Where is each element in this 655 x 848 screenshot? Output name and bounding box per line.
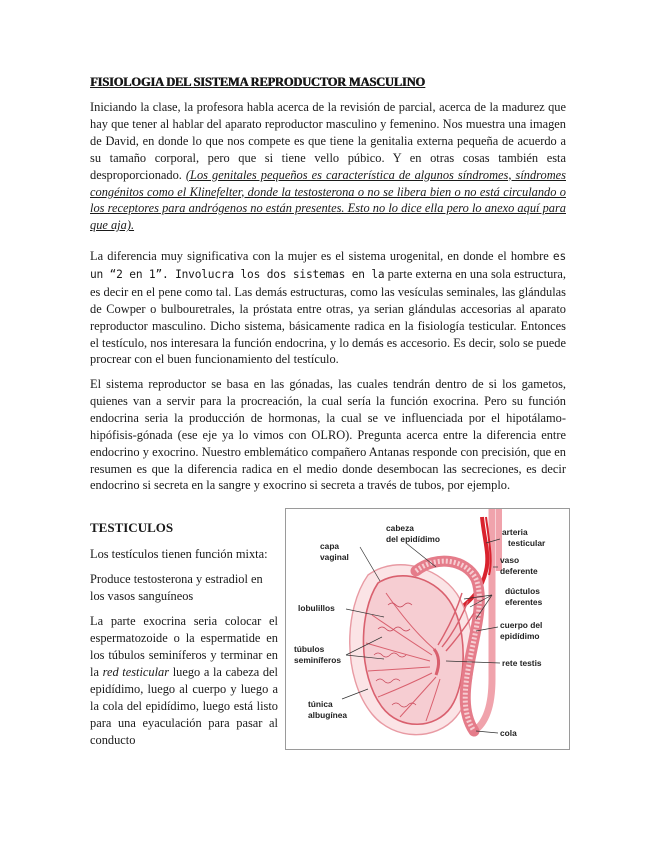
- label-cabeza-1: cabeza: [386, 523, 414, 533]
- label-tunica-1: túnica: [308, 699, 333, 709]
- paragraph-urogenital-text-b: parte externa en una sola estructura, es decir en el pene como tal. Las demás estructuras, como las vesículas seminales, las glándulas de Cowper o bulbouretrales, la próstata entre otras, ya serian glándulas accesorias al aparato reproductor masculino. Dicho sistema, básicamente radica en la fisiología testicular. Entonces el testículo, nos interesara la función endocrina, y lo demás es accesorio. Es decir, solo se puede procrear con el buen funcionamiento del testículo.: [90, 266, 566, 367]
- testis-diagram: [286, 509, 569, 749]
- label-cabeza-2: del epidídimo: [386, 534, 440, 544]
- testis-hormones: Produce testosterona y estradiol en los vasos sanguíneos: [90, 572, 263, 603]
- label-ductulos-2: eferentes: [505, 597, 543, 607]
- label-cuerpo-2: epidídimo: [500, 631, 540, 641]
- testis-exocrine: [90, 613, 278, 749]
- label-cuerpo-1: cuerpo del: [500, 620, 543, 630]
- document-title: FISIOLOGIA DEL SISTEMA REPRODUCTOR MASCULINO: [90, 75, 425, 89]
- label-lobulillos: lobulillos: [298, 603, 335, 613]
- paragraph-urogenital-text-a: La diferencia muy significativa con la mujer es el sistema urogenital, en donde el hombre: [90, 249, 553, 263]
- label-capa-2: vaginal: [320, 552, 349, 562]
- label-ductulos-1: dúctulos: [505, 586, 540, 596]
- testis-exocrine-text-a: La parte exocrina seria colocar el espermatozoide o la espermatide en los túbulos seminíferos y terminar en la: [90, 614, 278, 679]
- paragraph-intro-note: (Los genitales pequeños es característica de algunos síndromes, síndromes congénitos como el Klinefelter, donde la testosterona o no se libera bien o no está circulando o los receptores para andrógenos no están presentes. Esto no lo dice ella pero lo anexo aquí para que aja).: [90, 167, 566, 233]
- label-cola: cola: [500, 728, 517, 738]
- label-vaso-2: deferente: [500, 566, 538, 576]
- label-capa-1: capa: [320, 541, 340, 551]
- label-tubulos-2: seminíferos: [294, 655, 342, 665]
- red-testicular-term: red testicular: [102, 665, 170, 679]
- paragraph-urogenital: [90, 248, 566, 368]
- label-vaso-1: vaso: [500, 555, 520, 565]
- paragraph-urogenital-mono: es un “2 en 1”. Involucra los dos sistemas en la: [90, 250, 566, 281]
- testis-anatomy-figure: [285, 508, 570, 750]
- label-arteria-2: testicular: [508, 538, 546, 548]
- label-tubulos-1: túbulos: [294, 644, 325, 654]
- section-heading-testiculos: TESTICULOS: [90, 520, 174, 535]
- paragraph-intro: [90, 99, 566, 234]
- paragraph-gonads: El sistema reproductor se basa en las gónadas, las cuales tendrán dentro de si los gametos, quienes van a servir para la procreación, la cual sería la función exocrina. Pero su función endocrina seria la producción de hormonas, la cual se ve influenciada por el hipotálamo-hipófisis-gónada (ese eje ya lo vimos con OLRO). Pregunta acerca entre la diferencia entre endocrino y exocrino. Nuestro emblemático compañero Antanas responde con precisión, que en resumen es que la diferencia radica en el medio donde desembocan las secreciones, es decir endocrino si secreta en la sangre y exocrino si secreta a través de tubos, por ejemplo.: [90, 377, 566, 493]
- label-arteria-1: arteria: [502, 527, 528, 537]
- label-tunica-2: albugínea: [308, 710, 348, 720]
- label-rete-testis: rete testis: [502, 658, 542, 668]
- testis-exocrine-text-b: luego a la cabeza del epidídimo, luego al cuerpo y luego a la cola del epidídimo, luego está listo para una eyaculación para pasar al conducto: [90, 665, 279, 747]
- testis-mixed-function: Los testículos tienen función mixta:: [90, 547, 268, 561]
- paragraph-intro-text: Iniciando la clase, la profesora habla acerca de la revisión de parcial, acerca de la madurez que hay que tener al hablar del aparato reproductor masculino y femenino. Nos muestra una imagen de David, en donde lo que nos compete es que tiene la genitalia externa pequeña de acuerdo a su tamaño corporal, pero que si tiene vello púbico. Y en otras cosas también esta desproporcionado.: [90, 100, 566, 182]
